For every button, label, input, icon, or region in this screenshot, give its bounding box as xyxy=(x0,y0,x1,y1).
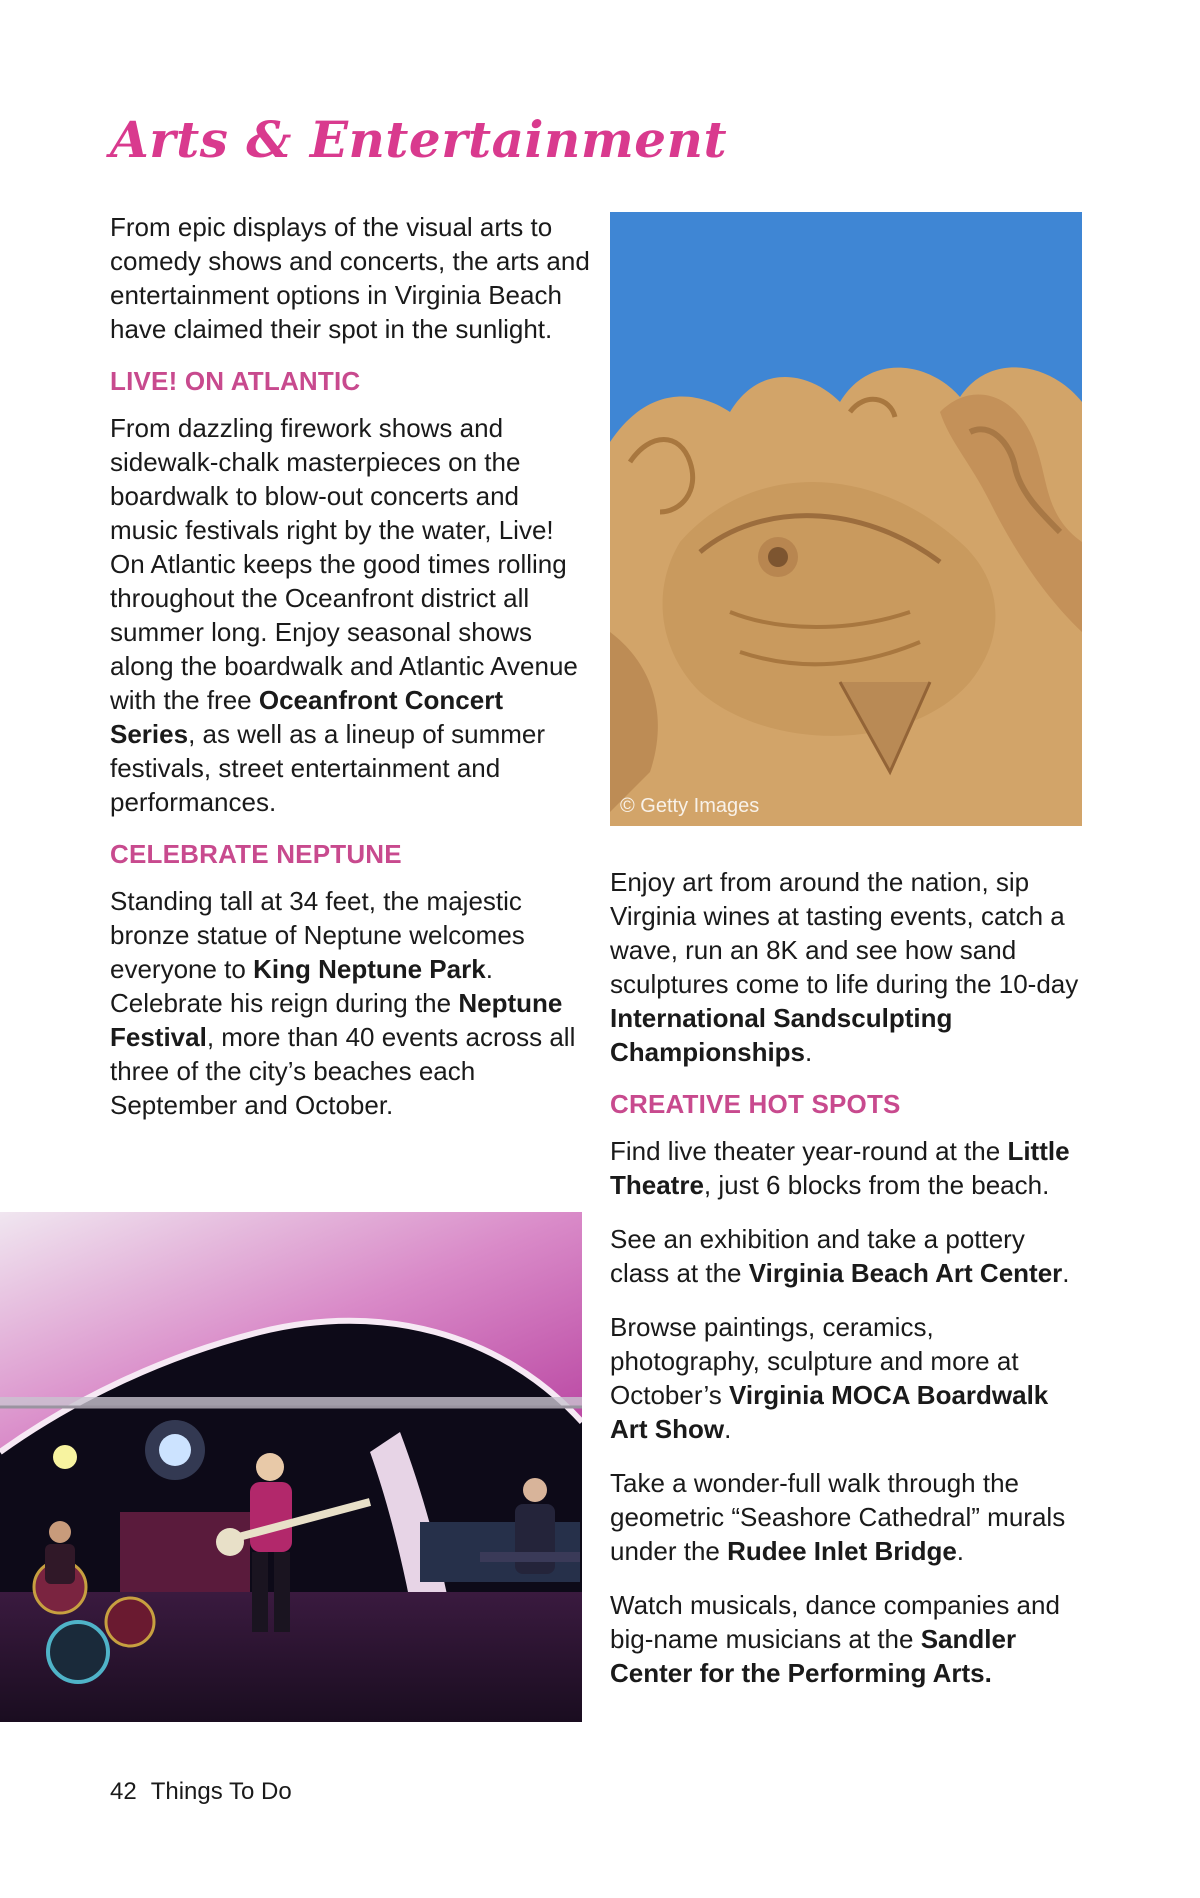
concert-photo xyxy=(0,1212,582,1722)
intro-paragraph: From epic displays of the visual arts to comedy shows and concerts, the arts and entertainment options in Virginia Beach have claimed their spot in the sunlight. xyxy=(110,212,590,344)
celebrate-neptune-paragraph: Standing tall at 34 feet, the majestic bronze statue of Neptune welcomes everyone to King Neptune Park. Celebrate his reign during the Neptune Festival, more than 40 events across all three of the city’s beaches each September and October. xyxy=(110,886,576,1120)
concert-illustration xyxy=(0,1212,582,1722)
footer-section: Things To Do xyxy=(150,1778,292,1805)
sandsculpting-paragraph: Enjoy art from around the nation, sip Virginia wines at tasting events, catch a wave, run an 8K and see how sand sculptures come to life during the 10-day International Sandsculpting Championships. xyxy=(610,867,1079,1067)
king-neptune-park: King Neptune Park xyxy=(253,954,486,984)
hot-spot-item: See an exhibition and take a pottery class at the Virginia Beach Art Center. xyxy=(610,1224,1070,1288)
page-footer xyxy=(110,1778,292,1806)
oceanfront-concert-series: Oceanfront Concert Series xyxy=(110,685,504,749)
heading-celebrate-neptune: CELEBRATE NEPTUNE xyxy=(110,839,402,869)
sand-sculpture-illustration xyxy=(610,212,1082,826)
hot-spot-item: Find live theater year-round at the Little Theatre, just 6 blocks from the beach. xyxy=(610,1136,1070,1200)
heading-live-on-atlantic: LIVE! ON ATLANTIC xyxy=(110,366,361,396)
international-sandsculpting-championships: International Sandsculpting Championships xyxy=(610,1003,953,1067)
heading-creative-hot-spots: CREATIVE HOT SPOTS xyxy=(610,1089,901,1119)
hot-spot-item: Take a wonder-full walk through the geometric “Seashore Cathedral” murals under the Rudee Inlet Bridge. xyxy=(610,1468,1066,1566)
left-column xyxy=(110,210,590,1142)
hot-spot-item: Watch musicals, dance companies and big-name musicians at the Sandler Center for the Performing Arts. xyxy=(610,1590,1060,1688)
hot-spot-item: Browse paintings, ceramics, photography, sculpture and more at October’s Virginia MOCA Boardwalk Art Show. xyxy=(610,1312,1049,1444)
right-column xyxy=(610,865,1090,1710)
neptune-festival: Neptune Festival xyxy=(110,988,563,1052)
live-on-atlantic-paragraph: From dazzling firework shows and sidewalk-chalk masterpieces on the boardwalk to blow-out concerts and music festivals right by the water, Live! On Atlantic keeps the good times rolling throughout the Oceanfront district all summer long. Enjoy seasonal shows along the boardwalk and Atlantic Avenue with the free Oceanfront Concert Series, as well as a lineup of summer festivals, street entertainment and performances. xyxy=(110,413,578,817)
photo-credit: © Getty Images xyxy=(620,795,760,817)
sand-sculpture-photo xyxy=(610,212,1082,826)
page-number: 42 xyxy=(110,1778,137,1805)
page-title: Arts & Entertainment xyxy=(110,110,728,169)
